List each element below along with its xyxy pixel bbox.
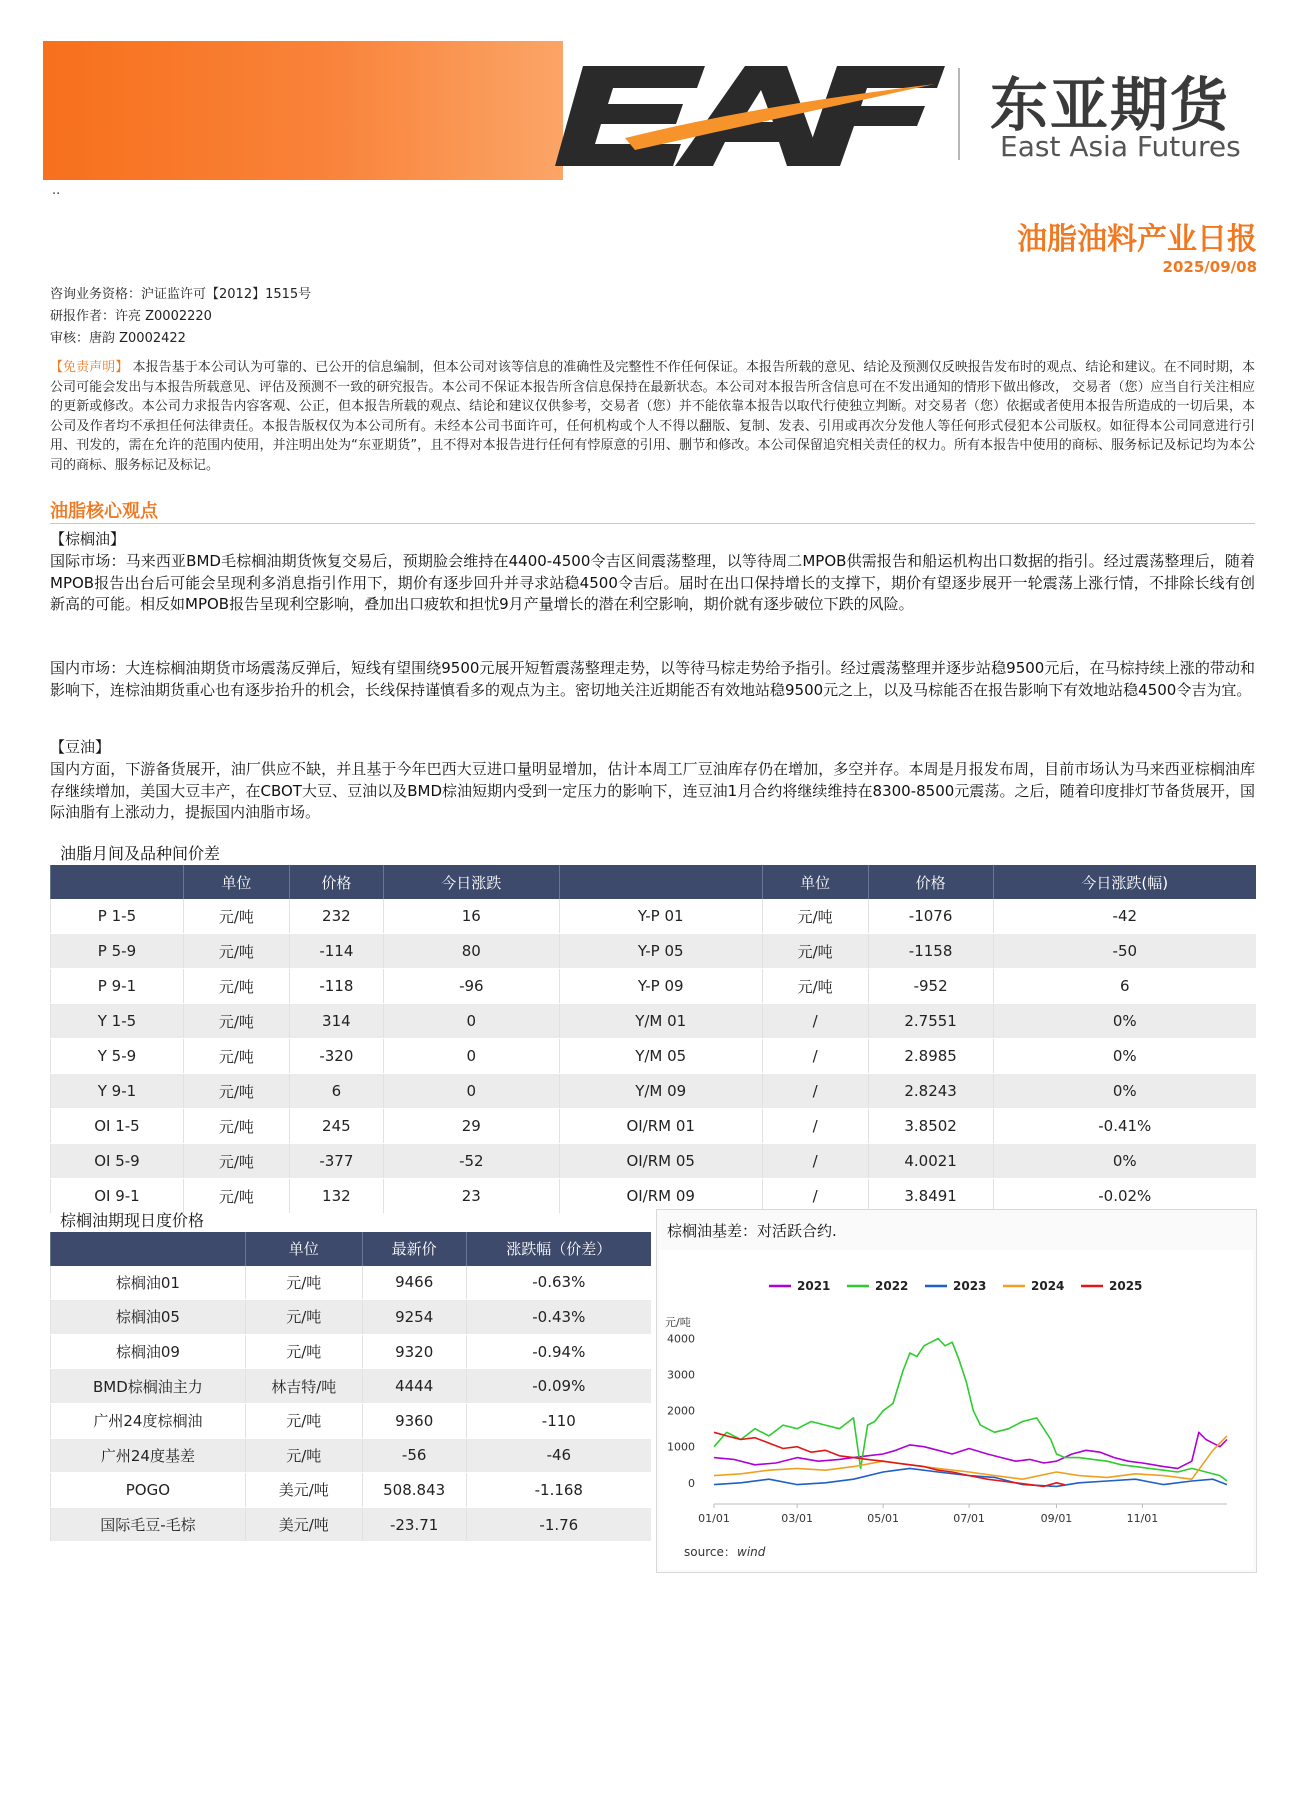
series-line-2024	[714, 1436, 1227, 1479]
spread-table-title: 油脂月间及品种间价差	[60, 844, 221, 863]
spot-header-cell: 单位	[245, 1232, 362, 1266]
spot-table-header	[51, 1232, 652, 1266]
spread-table-row-cell: 2.8985	[868, 1039, 993, 1074]
spot-table-row	[51, 1266, 652, 1300]
company-name-cn: 东亚期货	[990, 71, 1231, 139]
company-name-en: East Asia Futures	[1000, 130, 1241, 163]
spot-table-row-cell: 棕榈油05	[51, 1300, 246, 1335]
legend-label: 2025	[1109, 1279, 1143, 1293]
spread-table-row-cell: 0%	[993, 1074, 1256, 1109]
spread-table-row-cell: P 1-5	[51, 899, 184, 934]
spread-table-row-cell: OI 1-5	[51, 1109, 184, 1144]
legend-label: 2024	[1031, 1279, 1065, 1293]
spread-table-row-cell: Y/M 01	[559, 1004, 762, 1039]
spot-table	[50, 1232, 651, 1542]
spread-table-row-cell: 元/吨	[183, 969, 289, 1004]
spot-table-row-cell: BMD棕榈油主力	[51, 1369, 246, 1404]
spot-table-row-cell: 元/吨	[245, 1334, 362, 1369]
spot-table-row	[51, 1369, 652, 1404]
spread-table-row-cell: -52	[383, 1144, 559, 1179]
spread-header-cell	[559, 865, 762, 899]
chart-area	[659, 1250, 1253, 1570]
spread-table-row-cell: Y 5-9	[51, 1039, 184, 1074]
spread-table-row-cell: OI/RM 01	[559, 1109, 762, 1144]
x-tick-label: 09/01	[1040, 1512, 1073, 1525]
spot-table-row-cell: 林吉特/吨	[245, 1369, 362, 1404]
spread-table-row-cell: 元/吨	[183, 934, 289, 969]
spread-header-cell: 单位	[762, 865, 868, 899]
x-tick-label: 11/01	[1126, 1512, 1159, 1525]
spot-table-row-cell: 广州24度基差	[51, 1438, 246, 1473]
spread-table-row-cell: 0%	[993, 1004, 1256, 1039]
spot-table-title: 棕榈油期现日度价格	[60, 1211, 205, 1230]
spot-table-row	[51, 1403, 652, 1438]
spread-table-row-cell: 29	[383, 1109, 559, 1144]
spot-table-row-cell: -23.71	[362, 1507, 466, 1542]
spread-table-row-cell: 元/吨	[183, 1109, 289, 1144]
spot-table-row-cell: 美元/吨	[245, 1507, 362, 1542]
spot-header-cell	[51, 1232, 246, 1266]
spot-table-row-cell: 国际毛豆-毛棕	[51, 1507, 246, 1542]
spread-table-body	[51, 899, 1257, 1214]
spread-table	[50, 865, 1256, 1214]
y-tick-label: 2000	[667, 1404, 695, 1418]
spread-header-cell: 价格	[868, 865, 993, 899]
spot-table-row-cell: -0.09%	[466, 1369, 651, 1404]
spot-table-row-cell: -1.168	[466, 1473, 651, 1508]
spot-table-row-cell: 9254	[362, 1300, 466, 1335]
spot-table-row-cell: -56	[362, 1438, 466, 1473]
spread-table-row-cell: 元/吨	[183, 899, 289, 934]
spread-table-row-cell: 314	[289, 1004, 383, 1039]
spread-table-row-cell: /	[762, 1074, 868, 1109]
disclaimer-tag: 【免责声明】	[50, 360, 129, 375]
spread-table-row-cell: 2.7551	[868, 1004, 993, 1039]
chart-title: 棕榈油基差：对活跃合约.	[667, 1222, 837, 1240]
y-tick-label: 1000	[667, 1440, 695, 1454]
spread-table-row-cell: /	[762, 1144, 868, 1179]
y-axis-unit: 元/吨	[665, 1316, 691, 1329]
section-divider	[50, 523, 1255, 524]
spot-table-row-cell: -0.63%	[466, 1266, 651, 1300]
spread-header-cell: 今日涨跌(幅)	[993, 865, 1256, 899]
disclaimer-text: 本报告基于本公司认为可靠的、已公开的信息编制，但本公司对该等信息的准确性及完整性不作任何保证。本报告所载的意见、结论及预测仅反映报告发布时的观点、结论和建议。在不同时期，本公司可能会发出与本报告所载意见、评估及预测不一致的研究报告。本公司不保证本报告所含信息保持在最新状态。本公司对本报告所含信息可在不发出通知的情形下做出修改， 交易者（您）应当自行关注相应的更新或修改。本公司力求报告内容客观、公正，但本报告所载的观点、结论和建议仅供参考，交易者（您）并不能依靠本报告以取代行使独立判断。对交易者（您）依据或者使用本报告所造成的一切后果，本公司及作者均不承担任何法律责任。本报告版权仅为本公司所有。未经本公司书面许可，任何机构或个人不得以翻版、复制、发表、引用或再次分发他人等任何形式侵犯本公司版权。如征得本公司同意进行引用、刊发的，需在允许的范围内使用，并注明出处为“东亚期货”，且不得对本报告进行任何有悖原意的引用、删节和修改。本公司保留追究相关责任的权力。所有本报告中使用的商标、服务标记及标记均为本公司的商标、服务标记及标记。	[50, 360, 1255, 473]
spread-table-row	[51, 934, 1257, 969]
spot-table-row	[51, 1507, 652, 1542]
spread-table-row-cell: 6	[993, 969, 1256, 1004]
spread-table-row-cell: 16	[383, 899, 559, 934]
spread-table-row-cell: 232	[289, 899, 383, 934]
report-title: 油脂油料产业日报	[1017, 222, 1257, 257]
header-orange-banner	[43, 41, 563, 180]
spread-table-row-cell: /	[762, 1109, 868, 1144]
x-tick-label: 01/01	[698, 1512, 730, 1525]
spread-header-cell: 今日涨跌	[383, 865, 559, 899]
spread-table-row-cell: -0.41%	[993, 1109, 1256, 1144]
spread-table-row-cell: OI/RM 09	[559, 1179, 762, 1214]
spread-table-row-cell: 132	[289, 1179, 383, 1214]
spread-table-row-cell: Y 1-5	[51, 1004, 184, 1039]
spread-table-row	[51, 1109, 1257, 1144]
spot-table-row-cell: 9320	[362, 1334, 466, 1369]
spot-header-cell: 涨跌幅（价差）	[466, 1232, 651, 1266]
spread-header-cell: 价格	[289, 865, 383, 899]
spread-table-row-cell: /	[762, 1039, 868, 1074]
spread-table-row-cell: 0%	[993, 1039, 1256, 1074]
spread-table-row-cell: -114	[289, 934, 383, 969]
spot-table-row-cell: -0.94%	[466, 1334, 651, 1369]
legend-label: 2021	[797, 1279, 831, 1293]
spread-table-row-cell: 23	[383, 1179, 559, 1214]
spread-table-row-cell: P 9-1	[51, 969, 184, 1004]
spot-table-row-cell: -0.43%	[466, 1300, 651, 1335]
spread-table-row-cell: Y-P 01	[559, 899, 762, 934]
spread-table-row-cell: P 5-9	[51, 934, 184, 969]
spot-table-row-cell: 棕榈油09	[51, 1334, 246, 1369]
palm-domestic: 国内市场：大连棕榈油期货市场震荡反弹后，短线有望围绕9500元展开短暂震荡整理走势，以等待马棕走势给予指引。经过震荡整理并逐步站稳9500元后，在马棕持续上涨的带动和影响下，连棕油期货重心也有逐步抬升的机会，长线保持谨慎看多的观点为主。密切地关注近期能否有效地站稳9500元之上，以及马棕能否在报告影响下有效地站稳4500令吉为宜。	[50, 659, 1255, 699]
spot-table-row-cell: 棕榈油01	[51, 1266, 246, 1300]
y-tick-label: 0	[688, 1476, 695, 1490]
spread-table-row-cell: 2.8243	[868, 1074, 993, 1109]
spot-table-row-cell: -1.76	[466, 1507, 651, 1542]
soy-text: 国内方面，下游备货展开，油厂供应不缺，并且基于今年巴西大豆进口量明显增加，估计本周工厂豆油库存仍在增加，多空并存。本周是月报发布周，目前市场认为马来西亚棕榈油库存继续增加，美国大豆丰产，在CBOT大豆、豆油以及BMD棕油短期内受到一定压力的影响下，连豆油1月合约将继续维持在8300-8500元震荡。之后，随着印度排灯节备货展开，国际油脂有上涨动力，提振国内油脂市场。	[50, 760, 1255, 821]
spread-table-row-cell: -0.02%	[993, 1179, 1256, 1214]
spread-table-row-cell: -118	[289, 969, 383, 1004]
spread-table-row	[51, 1039, 1257, 1074]
spread-table-row-cell: OI 9-1	[51, 1179, 184, 1214]
section-title-core: 油脂核心观点	[50, 501, 158, 522]
spot-table-row	[51, 1473, 652, 1508]
chart-source-label: source：	[684, 1545, 736, 1559]
x-tick-label: 05/01	[867, 1512, 899, 1525]
spread-table-row-cell: -96	[383, 969, 559, 1004]
author-info: 研报作者：许亮 Z0002220	[50, 309, 212, 324]
header-dots: ..	[52, 183, 61, 198]
reviewer-info: 审核：唐韵 Z0002422	[50, 331, 186, 346]
x-tick-label: 07/01	[953, 1512, 985, 1525]
spread-table-row-cell: 元/吨	[762, 934, 868, 969]
spread-table-row-cell: 元/吨	[183, 1074, 289, 1109]
disclaimer	[50, 358, 1255, 476]
spread-table-row-cell: /	[762, 1179, 868, 1214]
spot-table-row-cell: 元/吨	[245, 1403, 362, 1438]
logo-divider	[958, 68, 960, 160]
spread-table-row-cell: -1076	[868, 899, 993, 934]
spot-table-row-cell: -110	[466, 1403, 651, 1438]
spread-table-row-cell: -952	[868, 969, 993, 1004]
spot-table-row-cell: 4444	[362, 1369, 466, 1404]
spread-table-row-cell: -1158	[868, 934, 993, 969]
eaf-logo	[555, 58, 945, 168]
spread-table-row-cell: 元/吨	[183, 1179, 289, 1214]
spread-table-row-cell: 0	[383, 1039, 559, 1074]
palm-heading: 【棕榈油】	[50, 530, 126, 548]
spread-table-row	[51, 1074, 1257, 1109]
spot-table-row-cell: 广州24度棕榈油	[51, 1403, 246, 1438]
spread-table-row-cell: /	[762, 1004, 868, 1039]
series-line-2023	[714, 1468, 1227, 1486]
legend-label: 2023	[953, 1279, 987, 1293]
spread-table-row-cell: 80	[383, 934, 559, 969]
spot-table-body	[51, 1266, 652, 1542]
basis-line-chart	[659, 1250, 1253, 1570]
spread-table-row-cell: OI/RM 05	[559, 1144, 762, 1179]
series-line-2021	[714, 1432, 1227, 1468]
chart-source-value: wind	[737, 1545, 766, 1559]
spot-table-row-cell: 508.843	[362, 1473, 466, 1508]
spread-header-cell: 单位	[183, 865, 289, 899]
spread-table-row-cell: Y-P 09	[559, 969, 762, 1004]
spread-table-row-cell: 0	[383, 1074, 559, 1109]
spread-table-row-cell: 0%	[993, 1144, 1256, 1179]
spread-table-row-cell: 元/吨	[762, 969, 868, 1004]
spread-table-row-cell: OI 5-9	[51, 1144, 184, 1179]
spread-table-row-cell: 6	[289, 1074, 383, 1109]
spread-table-header	[51, 865, 1257, 899]
spread-table-row-cell: 0	[383, 1004, 559, 1039]
spot-table-row-cell: 元/吨	[245, 1300, 362, 1335]
spread-table-row-cell: 3.8491	[868, 1179, 993, 1214]
spread-table-row-cell: -377	[289, 1144, 383, 1179]
spot-table-row	[51, 1334, 652, 1369]
spread-table-row	[51, 1004, 1257, 1039]
basis-chart-panel	[656, 1209, 1257, 1573]
spot-table-row-cell: 元/吨	[245, 1266, 362, 1300]
spread-table-row-cell: 元/吨	[183, 1144, 289, 1179]
spread-table-row-cell: 245	[289, 1109, 383, 1144]
spread-table-row-cell: 3.8502	[868, 1109, 993, 1144]
spot-table-row-cell: POGO	[51, 1473, 246, 1508]
spot-table-row	[51, 1438, 652, 1473]
spread-header-cell	[51, 865, 184, 899]
spot-table-row-cell: 美元/吨	[245, 1473, 362, 1508]
spread-table-row	[51, 899, 1257, 934]
spot-table-row-cell: 9466	[362, 1266, 466, 1300]
legend-label: 2022	[875, 1279, 909, 1293]
spread-table-row-cell: Y/M 05	[559, 1039, 762, 1074]
spread-table-row-cell: Y-P 05	[559, 934, 762, 969]
spot-table-row-cell: 元/吨	[245, 1438, 362, 1473]
spot-header-cell: 最新价	[362, 1232, 466, 1266]
palm-international: 国际市场：马来西亚BMD毛棕榈油期货恢复交易后，预期脸会维持在4400-4500令吉区间震荡整理，以等待周二MPOB供需报告和船运机构出口数据的指引。经过震荡整理后，随着MPOB报告出台后可能会呈现利多消息指引作用下，期价有逐步回升并寻求站稳4500令吉后。届时在出口保持增长的支撑下，期价有望逐步展开一轮震荡上涨行情，不排除长线有创新高的可能。相反如MPOB报告呈现利空影响，叠加出口疲软和担忧9月产量增长的潜在利空影响，期价就有逐步破位下跌的风险。	[50, 552, 1255, 613]
spread-table-row-cell: -320	[289, 1039, 383, 1074]
spread-table-row-cell: 4.0021	[868, 1144, 993, 1179]
spot-table-row	[51, 1300, 652, 1335]
license-info: 咨询业务资格：沪证监许可【2012】1515号	[50, 287, 312, 302]
spread-table-row-cell: 元/吨	[183, 1004, 289, 1039]
soy-heading: 【豆油】	[50, 738, 111, 756]
x-tick-label: 03/01	[781, 1512, 814, 1525]
spread-table-row	[51, 969, 1257, 1004]
y-tick-label: 3000	[667, 1368, 695, 1382]
spread-table-row-cell: 元/吨	[183, 1039, 289, 1074]
spot-table-row-cell: -46	[466, 1438, 651, 1473]
report-date: 2025/09/08	[1162, 258, 1257, 276]
spread-table-row	[51, 1144, 1257, 1179]
spread-table-row-cell: 元/吨	[762, 899, 868, 934]
y-tick-label: 4000	[667, 1332, 695, 1346]
spot-table-row-cell: 9360	[362, 1403, 466, 1438]
spread-table-row-cell: -42	[993, 899, 1256, 934]
spread-table-row-cell: -50	[993, 934, 1256, 969]
spread-table-row-cell: Y/M 09	[559, 1074, 762, 1109]
spread-table-row-cell: Y 9-1	[51, 1074, 184, 1109]
